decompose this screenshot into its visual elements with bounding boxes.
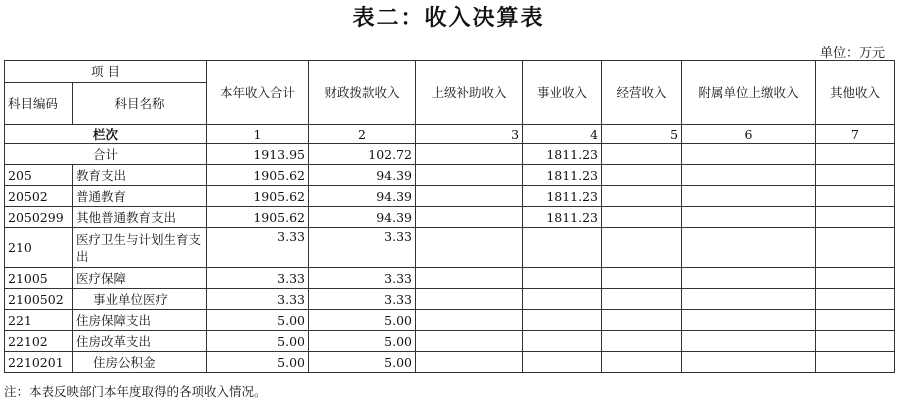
row-value: 3.33 [207,228,309,268]
col-header-7: 其他收入 [816,61,895,125]
row-value: 5.00 [309,352,416,373]
total-value [416,144,523,165]
row-name: 住房公积金 [73,352,207,373]
row-value [682,186,816,207]
row-value [682,352,816,373]
row-name: 教育支出 [73,165,207,186]
row-value [523,352,602,373]
row-name: 住房保障支出 [73,310,207,331]
income-table [4,60,895,373]
page-title: 表二：收入决算表 [352,6,545,31]
col-header-5: 经营收入 [602,61,682,125]
col-header-1: 本年收入合计 [207,61,309,125]
col-header-4: 事业收入 [523,61,602,125]
table-row [5,268,895,289]
row-value: 1905.62 [207,165,309,186]
row-value: 1905.62 [207,186,309,207]
row-value [416,268,523,289]
row-value: 5.00 [207,331,309,352]
row-value [602,186,682,207]
row-value [416,331,523,352]
row-value [682,331,816,352]
row-value [682,268,816,289]
table-row [5,289,895,310]
row-value [602,352,682,373]
row-value [682,207,816,228]
row-value: 3.33 [309,268,416,289]
row-name: 医疗卫生与计划生育支出 [73,228,207,268]
lanci-num: 1 [207,125,309,144]
col-header-2: 财政拨款收入 [309,61,416,125]
table-row [5,165,895,186]
row-value: 3.33 [309,228,416,268]
total-value [602,144,682,165]
total-value [816,144,895,165]
row-value [523,228,602,268]
row-value [816,165,895,186]
row-value [523,268,602,289]
row-value [816,186,895,207]
table-row [5,352,895,373]
row-value [682,228,816,268]
total-value: 1913.95 [207,144,309,165]
row-code: 2100502 [5,289,73,310]
row-value: 5.00 [309,310,416,331]
lanci-num: 7 [816,125,895,144]
row-value [602,310,682,331]
row-code: 22102 [5,331,73,352]
lanci-num: 2 [309,125,416,144]
row-value: 5.00 [207,352,309,373]
row-value: 1811.23 [523,165,602,186]
row-value: 3.33 [309,289,416,310]
row-value [416,228,523,268]
row-value [816,207,895,228]
row-value [416,352,523,373]
lanci-row [5,125,895,144]
header-name: 科目名称 [73,83,207,125]
footnote: 注：本表反映部门本年度取得的各项收入情况。 [4,384,267,399]
row-value [416,289,523,310]
row-value [816,310,895,331]
row-code: 205 [5,165,73,186]
col-header-6: 附属单位上缴收入 [682,61,816,125]
header-code: 科目编码 [5,83,73,125]
row-code: 210 [5,228,73,268]
header-row-top [5,61,895,83]
lanci-label: 栏次 [5,125,207,144]
total-value: 1811.23 [523,144,602,165]
row-value [523,331,602,352]
row-value [523,289,602,310]
row-value [602,165,682,186]
row-value: 1811.23 [523,186,602,207]
row-value [602,289,682,310]
row-name: 其他普通教育支出 [73,207,207,228]
row-code: 221 [5,310,73,331]
row-code: 21005 [5,268,73,289]
row-value [602,268,682,289]
lanci-num: 4 [523,125,602,144]
row-code: 20502 [5,186,73,207]
table-row [5,310,895,331]
row-value [416,165,523,186]
row-value [682,310,816,331]
row-value: 1905.62 [207,207,309,228]
row-name: 普通教育 [73,186,207,207]
table-row [5,331,895,352]
lanci-num: 5 [602,125,682,144]
row-name: 事业单位医疗 [73,289,207,310]
row-value [416,310,523,331]
row-value: 94.39 [309,165,416,186]
row-value [602,331,682,352]
row-value: 94.39 [309,207,416,228]
row-code: 2210201 [5,352,73,373]
unit-label: 单位：万元 [819,46,885,61]
row-value [416,207,523,228]
col-header-3: 上级补助收入 [416,61,523,125]
row-value [816,331,895,352]
total-row [5,144,895,165]
row-value: 5.00 [207,310,309,331]
total-value: 102.72 [309,144,416,165]
row-value: 94.39 [309,186,416,207]
row-value [602,207,682,228]
row-name: 住房改革支出 [73,331,207,352]
row-value [816,228,895,268]
row-value: 3.33 [207,268,309,289]
table-row [5,207,895,228]
row-code: 2050299 [5,207,73,228]
total-value [682,144,816,165]
row-value [416,186,523,207]
lanci-num: 3 [416,125,523,144]
row-value [523,310,602,331]
row-value [816,289,895,310]
row-value: 3.33 [207,289,309,310]
row-value [602,228,682,268]
row-value: 5.00 [309,331,416,352]
table-row [5,186,895,207]
lanci-num: 6 [682,125,816,144]
row-value [682,289,816,310]
row-value [682,165,816,186]
row-value [816,352,895,373]
header-xiangmu: 项 目 [5,61,207,83]
total-label: 合计 [5,144,207,165]
row-name: 医疗保障 [73,268,207,289]
row-value [816,268,895,289]
row-value: 1811.23 [523,207,602,228]
table-row [5,228,895,268]
